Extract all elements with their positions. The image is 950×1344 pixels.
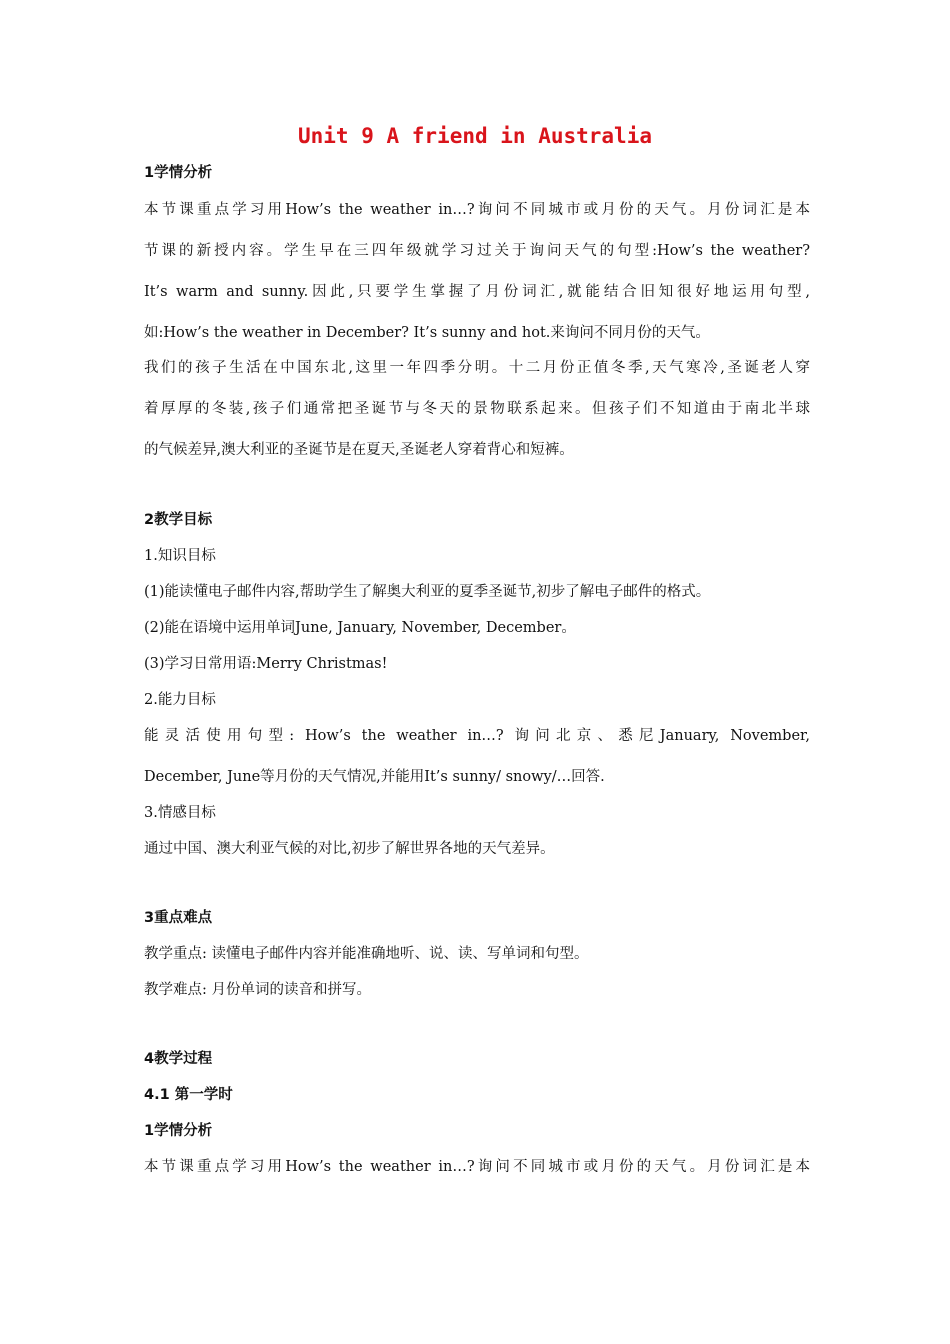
paragraph-line: 如:How’s the weather in December? It’s sunny and hot.来询问不同月份的天气。 — [144, 325, 710, 341]
section-heading-process: 4教学过程 — [144, 1051, 213, 1067]
paragraph-line: 本节课重点学习用How’s the weather in…?询问不同城市或月份的天气。月份词汇是本 — [144, 202, 810, 218]
subheading-lesson-1: 4.1 第一学时 — [144, 1087, 233, 1103]
subheading-analysis: 1学情分析 — [144, 1123, 213, 1139]
paragraph-line: 能灵活使用句型: How’s the weather in…? 询问北京、悉尼January, November, — [144, 728, 810, 744]
list-item: (1)能读懂电子邮件内容,帮助学生了解奥大利亚的夏季圣诞节,初步了解电子邮件的格式。 — [144, 584, 711, 600]
subheading-ability: 2.能力目标 — [144, 692, 216, 708]
section-heading-objectives: 2教学目标 — [144, 512, 213, 528]
document-title: Unit 9 A friend in Australia — [297, 124, 652, 148]
paragraph-line: 通过中国、澳大利亚气候的对比,初步了解世界各地的天气差异。 — [144, 841, 555, 857]
section-heading-key-points: 3重点难点 — [144, 910, 213, 926]
paragraph-line: It’s warm and sunny.因此,只要学生掌握了月份词汇,就能结合旧知很好地运用句型, — [144, 284, 810, 300]
subheading-emotion: 3.情感目标 — [144, 805, 216, 821]
paragraph-line: 着厚厚的冬装,孩子们通常把圣诞节与冬天的景物联系起来。但孩子们不知道由于南北半球 — [144, 401, 810, 417]
section-heading-analysis: 1学情分析 — [144, 165, 213, 181]
subheading-knowledge: 1.知识目标 — [144, 548, 216, 564]
key-point-line: 教学重点: 读懂电子邮件内容并能准确地听、说、读、写单词和句型。 — [144, 946, 589, 962]
paragraph-line: 我们的孩子生活在中国东北,这里一年四季分明。十二月份正值冬季,天气寒冷,圣诞老人穿 — [144, 360, 810, 376]
paragraph-line: 的气候差异,澳大利亚的圣诞节是在夏天,圣诞老人穿着背心和短裤。 — [144, 442, 574, 458]
paragraph-line: 本节课重点学习用How’s the weather in…?询问不同城市或月份的天气。月份词汇是本 — [144, 1159, 810, 1175]
paragraph-line: 节课的新授内容。学生早在三四年级就学习过关于询问天气的句型:How’s the weather? — [144, 243, 810, 259]
paragraph-line: December, June等月份的天气情况,并能用It’s sunny/ snowy/…回答. — [144, 769, 605, 785]
list-item: (2)能在语境中运用单词June, January, November, December。 — [144, 620, 576, 636]
difficulty-line: 教学难点: 月份单词的读音和拼写。 — [144, 982, 371, 998]
list-item: (3)学习日常用语:Merry Christmas! — [144, 656, 388, 672]
